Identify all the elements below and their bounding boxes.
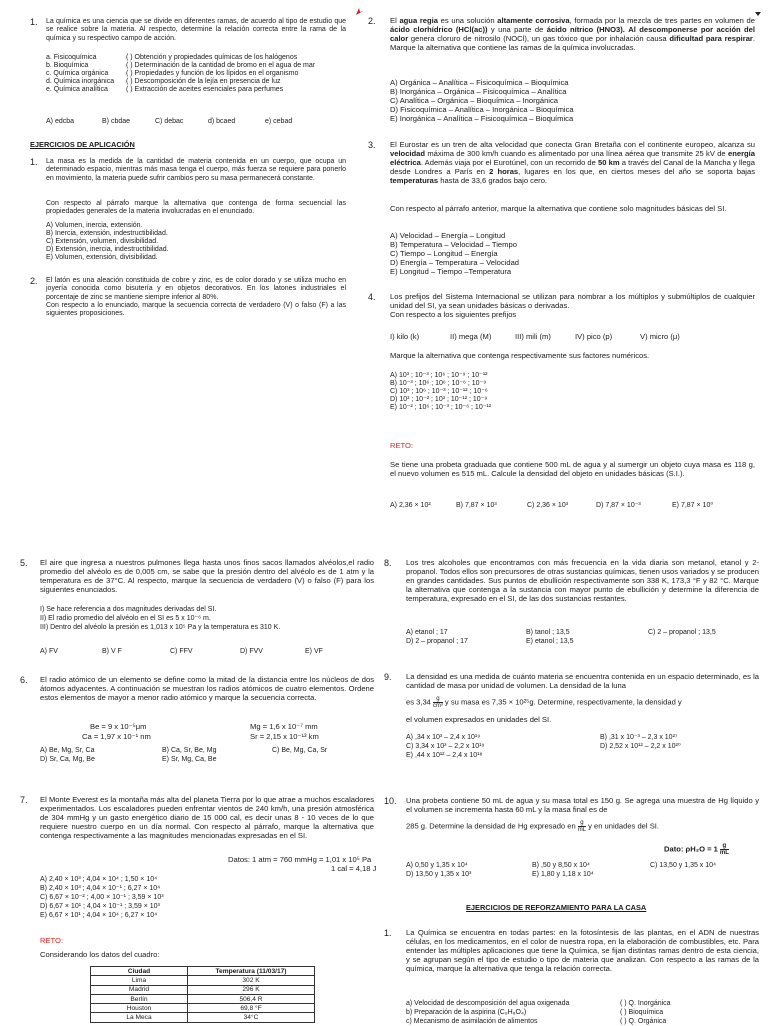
statement: II) El radio promedio del alvéolo en el SI es 5 x 10⁻⁶ m. <box>40 615 211 622</box>
question-number: 2. <box>368 16 376 26</box>
body-text: . Marque la alternativa que contiene las ramas de la química involucradas. <box>390 34 755 53</box>
list-item: c. Química orgánica <box>46 70 109 77</box>
option-a[interactable]: A) ,34 x 10³ – 2,4 x 10¹⁹ <box>406 734 481 741</box>
option-c[interactable]: C) Be, Mg, Ca, Sr <box>272 747 328 754</box>
question-text <box>390 16 755 52</box>
question-number: 1. <box>384 928 392 938</box>
fraction-top: g <box>720 843 729 850</box>
emphasis-text: dificultad para respirar <box>669 34 753 44</box>
option-e[interactable]: E) ,44 x 10¹² – 2,4 x 10¹⁸ <box>406 752 483 759</box>
option-a[interactable]: A) etanol ; 17 <box>406 629 448 636</box>
option-a[interactable]: A) Velocidad – Energía – Longitud <box>390 231 506 240</box>
option-a[interactable]: A) 10³ ; 10⁻³ ; 10⁶ ; 10⁻⁹ ; 10⁻¹² <box>390 372 488 379</box>
question-text: El aire que ingresa a nuestros pulmones llega hasta unos finos sacos llamados alvéolos,el radio promedio del alvéolo es de 0,005 cm, se sabe que la presión dentro del alvéolo es de 1 atm y la temperatura es de 37°C. Al respecto, marque la secuencia de verdadero (V) o falso (F) para los siguientes enunciados. <box>40 558 374 595</box>
radius-value: Be = 9 x 10⁻⁵μm <box>90 722 147 731</box>
option-c[interactable]: C) 2 – propanol ; 13,5 <box>648 629 716 636</box>
table-row <box>91 994 315 1003</box>
question-text: La masa es la medida de la cantidad de materia contenida en un cuerpo, que ocupa un determinado espacio, mientras más masa tenga el cuerpo, más fuerza se requiere para ponerlo en movimiento, la materia puede sufrir cambios pero su masa permanecerá constante. <box>46 158 346 182</box>
option-b[interactable]: B) Temperatura – Velocidad – Tiempo <box>390 240 517 249</box>
option-d[interactable]: D) 13,50 y 1,35 x 10³ <box>406 871 472 878</box>
body-text: máxima de 300 km/h cuando es alimentado por una línea aérea que transmite 25 kV de <box>425 149 728 159</box>
question-number: 3. <box>368 140 376 150</box>
match-item: ( ) Q. Inorgánica <box>620 1000 671 1007</box>
option-c[interactable]: C) 6,67 × 10⁻² ; 4,00 × 10⁻¹ ; 3,59 × 10³ <box>40 894 164 901</box>
question-prompt: Con respecto al párrafo anterior, marque la alternativa que contiene solo magnitudes básicas del SI. <box>390 204 727 213</box>
option-b[interactable]: B) V F <box>102 648 122 655</box>
table-cell: 302 K <box>188 976 315 985</box>
emphasis-text: 2 horas <box>489 167 519 177</box>
list-item: a. Fisicoquímica <box>46 54 97 61</box>
body-text: y una parte de <box>487 25 547 35</box>
section-title-applied: EJERCICIOS DE APLICACIÓN <box>30 140 135 149</box>
fraction-bottom: mL <box>719 850 729 856</box>
option-e[interactable]: E) 10⁻² ; 10⁶ ; 10⁻³ ; 10⁻⁶ ; 10⁻¹² <box>390 404 492 411</box>
option-e[interactable]: E) 1,80 y 1,18 x 10⁴ <box>532 871 594 878</box>
table-cell: La Meca <box>91 1013 188 1022</box>
list-item: d. Química inorgánica <box>46 78 115 85</box>
table-row <box>91 985 315 994</box>
option-e[interactable]: E) Inorgánica – Analítica – Fisicoquímica – Bioquímica <box>390 114 574 123</box>
list-item: b) Preparación de la aspirina (C₉H₈O₄) <box>406 1009 527 1016</box>
fraction-bottom: cm³ <box>432 703 443 709</box>
option-b[interactable]: B) Inorgánica – Orgánica – Fisicoquímica – Analítica <box>390 87 567 96</box>
emphasis-text: 50 km <box>598 158 620 168</box>
list-item: c) Mecanismo de asimilación de alimentos <box>406 1018 538 1025</box>
option-d[interactable]: D) Energía – Temperatura – Velocidad <box>390 258 520 267</box>
option-a[interactable]: A) Orgánica – Analítica – Fisicoquímica – Bioquímica <box>390 78 569 87</box>
data-line: 1 cal = 4,18 J <box>331 864 377 873</box>
density-text-a: 285 g. Determine la densidad de Hg expresado en <box>406 821 576 831</box>
emphasis-text: agua regia <box>399 16 438 25</box>
list-item: e. Química analítica <box>46 86 108 93</box>
reto-option-c[interactable]: C) 2,36 × 10³ <box>527 502 569 509</box>
option-d[interactable]: D) 10³ ; 10⁻² ; 10³ ; 10⁻¹² ; 10⁻⁹ <box>390 396 488 403</box>
question-number: 9. <box>384 672 392 682</box>
radius-value: Sr = 2,15 x 10⁻¹³ km <box>250 732 319 741</box>
option-e[interactable]: E) Longitud – Tiempo –Temperatura <box>390 267 512 276</box>
question-sub: Con respecto a los siguientes prefijos <box>390 310 517 319</box>
option-e[interactable]: E) Sr, Mg, Ca, Be <box>162 756 217 763</box>
section-title-home: EJERCICIOS DE REFORZAMIENTO PARA LA CASA <box>466 903 647 912</box>
radius-value: Mg = 1,6 x 10⁻⁷ mm <box>250 722 318 731</box>
density-line <box>406 820 659 833</box>
table-row <box>91 976 315 985</box>
body-text: . Además viaja por el Eurotúnel, con un recorrido de <box>420 158 599 168</box>
emphasis-text: velocidad <box>390 149 426 159</box>
option-d[interactable]: D) 2 – propanol ; 17 <box>406 638 468 645</box>
table-cell: Madrid <box>91 985 188 994</box>
table-cell: 69,8 °F <box>188 1004 315 1013</box>
prefix-item: III) mili (m) <box>515 332 551 341</box>
question-text: La densidad es una medida de cuánto materia se encuentra contenida en un espacio determinado, es la cantidad de masa por unidad de volumen. La densidad de la luna <box>406 672 759 691</box>
option-e[interactable]: E) VF <box>305 648 323 655</box>
arrow-mark-icon <box>755 12 761 16</box>
option-a[interactable]: A) edcba <box>46 118 75 125</box>
table-row <box>91 1013 315 1022</box>
emphasis-text: ácido nítrico (HNO3). <box>546 25 625 35</box>
question-text: Los prefijos del Sistema Internacional se utilizan para nombrar a los múltiplos y submúltiplos de cualquier unidad del SI, ya sean unidades básicas o derivadas. <box>390 292 755 311</box>
density-text-b: y en unidades del SI. <box>588 821 659 831</box>
data-line: Datos: 1 atm = 760 mmHg = 1,01 x 10⁵ Pa <box>228 855 372 864</box>
fraction-top: g <box>578 820 586 827</box>
statement: I) Se hace referencia a dos magnitudes derivadas del SI. <box>40 606 217 613</box>
reto-option-a[interactable]: A) 2,36 × 10² <box>390 502 431 509</box>
question-number: 7. <box>20 795 28 805</box>
question-text-line: el volumen expresados en unidades del SI. <box>406 715 552 724</box>
option-d[interactable]: D) Fisicoquímica – Analítica – Inorgánica – Bioquímica <box>390 105 574 114</box>
question-number: 5. <box>20 558 28 568</box>
option-c[interactable]: C) 13,50 y 1,35 x 10⁴ <box>650 862 717 869</box>
emphasis-text: energía eléctrica <box>390 149 755 168</box>
emphasis-text: Al descomponerse por acción del calor <box>390 25 755 44</box>
question-prompt: Con respecto al párrafo marque la alternativa que contenga de forma secuencial las propiedades generales de la materia involucradas en el enunciado. <box>46 200 346 216</box>
option-b[interactable]: B) cbdae <box>102 118 131 125</box>
table-cell: 34°C <box>188 1013 315 1022</box>
body-text: genera cloruro de nitrosilo (NOCl), un gas tóxico que por inhalación causa <box>408 34 670 44</box>
emphasis-text: temperaturas <box>390 176 439 186</box>
question-number: 1. <box>30 157 38 167</box>
temperature-table <box>90 966 315 1023</box>
option-a[interactable]: A) 2,40 × 10³ ; 4,04 × 10⁴ ; 1,50 × 10⁴ <box>40 876 158 883</box>
option-c[interactable]: C) debac <box>155 118 184 125</box>
option-d[interactable]: D) FVV <box>240 648 263 655</box>
reto-label: RETO: <box>390 441 414 450</box>
option-d[interactable]: d) bcaed <box>208 118 236 125</box>
question-text: La Química se encuentra en todas partes: en la fotosíntesis de las plantas, en el ADN de nuestras células, en los medicamentos, en el color de nuestra ropa, en la elaboración de combustibles, etc. Para entender las múltiples aplicaciones que tiene la Química, se fijan distintas ramas dentro de esta ciencia, y se agrupan según el tipo de estudio o tipo de materia que analizan. Con respecto a las ramas de la química, marque la alternativa que tenga la relación correcta. <box>406 928 759 974</box>
table-cell: Houston <box>91 1004 188 1013</box>
question-number: 1. <box>30 17 38 27</box>
option-b[interactable]: B) Ca, Sr, Be, Mg <box>162 747 217 754</box>
question-prompt: Marque la alternativa que contenga respectivamente sus factores numéricos. <box>390 351 650 360</box>
list-item: a) Velocidad de descomposición del agua oxigenada <box>406 1000 570 1007</box>
fraction-top: g <box>433 696 443 703</box>
question-prompt: Con respecto a lo enunciado, marque la secuencia correcta de verdadero (V) o falso (F) a las siguientes proposiciones. <box>46 302 346 318</box>
question-number: 8. <box>384 558 392 568</box>
reto-option-e[interactable]: E) 7,87 × 10⁰ <box>672 502 714 509</box>
prefix-item: IV) pico (p) <box>575 332 613 341</box>
question-number: 4. <box>368 292 376 302</box>
option-b[interactable]: B) ,31 x 10⁻³ – 2,3 x 10²⁷ <box>600 734 678 741</box>
option-c[interactable]: C) 3,34 x 10³ – 2,2 x 10¹⁹ <box>406 743 485 750</box>
density-unit-fraction <box>578 820 586 833</box>
table-cell: 506,4 R <box>188 994 315 1003</box>
prefix-item: V) micro (μ) <box>640 332 680 341</box>
body-text: , formada por la mezcla de tres partes en volumen de <box>569 16 755 25</box>
question-text: Los tres alcoholes que encontramos con más frecuencia en la vida diaria son metanol, etanol y 2-propanol. Todos ellos son precursores de otras sustancias químicas, tienen usos variados y se producen en grandes cantidades. Sus puntos de ebullición respectivamente son 338 K, 173,3 °F y 82 °C. Marque la alternativa que contenga a la sustancia con mayor punto de ebullición y determine la diferencia de temperatura, expresado en el SI, de las dos sustancias restantes. <box>406 558 759 604</box>
question-text: La química es una ciencia que se divide en diferentes ramas, de acuerdo al tipo de estudio que se realice sobre la materia. Al respecto, determine la relación correcta entre la rama de la química y su respectivo campo de acción. <box>46 18 346 42</box>
table-cell: Berlín <box>91 994 188 1003</box>
density-unit-fraction <box>433 696 443 709</box>
body-text: hasta de 33,6 grados bajo cero. <box>438 176 548 186</box>
option-a[interactable]: A) 0,50 y 1,35 x 10⁴ <box>406 862 468 869</box>
fraction-bottom: mL <box>577 827 587 833</box>
match-item: ( ) Extracción de aceites esenciales para perfumes <box>126 86 284 93</box>
table-header: Temperatura (11/03/17) <box>188 967 315 976</box>
option-e[interactable]: e) cebad <box>265 118 293 125</box>
emphasis-text: altamente corrosiva <box>497 16 570 25</box>
option-a[interactable]: A) FV <box>40 648 58 655</box>
list-item: b. Bioquímica <box>46 62 89 69</box>
question-number: 10. <box>384 796 397 806</box>
statement: III) Dentro del alvéolo la presión es 1,013 x 10⁵ Pa y la temperatura es 310 K. <box>40 624 281 631</box>
reto-option-b[interactable]: B) 7,87 × 10³ <box>456 502 497 509</box>
match-item: ( ) Determinación de la cantidad de bromo en el agua de mar <box>126 62 316 69</box>
emphasis-text: ácido clorhídrico (HCl(ac)) <box>390 25 488 35</box>
match-item: ( ) Q. Orgánica <box>620 1018 667 1025</box>
table-header: Ciudad <box>91 967 188 976</box>
question-text: El Monte Everest es la montaña más alta del planeta Tierra por lo que atrae a muchos escaladores experimentados. Los escaladores pueden enfrentar vientos de 240 km/h, una presión atmosférica de 304 mmHg y un gasto energético diario de 15 000 cal, es decir unas 8 - 10 veces de lo que requiere nuestro cuerpo en un día normal. Con respecto al párrafo, marque la alternativa que contenga respectivamente a las magnitudes mencionadas expresadas en el SI. <box>40 795 374 841</box>
reto-text: Considerando los datos del cuadro: <box>40 950 160 959</box>
density-line <box>406 696 682 709</box>
option-c[interactable]: C) Analítica – Orgánica – Bioquímica – Inorgánica <box>390 96 558 105</box>
match-item: ( ) Descomposición de la lejía en presencia de luz <box>126 78 281 85</box>
question-text <box>390 140 755 185</box>
radius-value: Ca = 1,97 x 10⁻¹ nm <box>82 732 151 741</box>
match-item: ( ) Obtención y propiedades químicas de los halógenos <box>126 54 298 61</box>
match-item: ( ) Propiedades y función de los lípidos en el organismo <box>126 70 299 77</box>
question-text: El radio atómico de un elemento se define como la mitad de la distancia entre los núcleos de dos átomos adyacentes. A continuación se muestran los radios atómicos de cuatro elementos. Ordene estos elementos de mayor a menor radio atómico y marque la secuencia correcta. <box>40 675 374 703</box>
prefix-item: II) mega (M) <box>450 332 492 341</box>
option-d[interactable]: D) Sr, Ca, Mg, Be <box>40 756 95 763</box>
reto-option-d[interactable]: D) 7,87 × 10⁻³ <box>596 502 641 509</box>
table-row <box>91 1004 315 1013</box>
table-cell: 296 K <box>188 985 315 994</box>
option-b[interactable]: B) 10⁻³ ; 10⁶ ; 10⁶ ; 10⁻⁶ ; 10⁻⁹ <box>390 380 487 387</box>
body-text: a través del Canal de la Mancha y llega desde Londres a París en <box>390 158 755 177</box>
cursor-mark-icon <box>355 7 364 16</box>
option-c[interactable]: C) Tiempo – Longitud – Energía <box>390 249 498 258</box>
option-e[interactable]: E) 6,67 × 10¹ ; 4,04 × 10⁴ ; 6,27 × 10⁴ <box>40 912 158 919</box>
option-b[interactable]: B) tanol ; 13,5 <box>526 629 570 636</box>
prefix-item: I) kilo (k) <box>390 332 420 341</box>
option-e[interactable]: E) etanol ; 13,5 <box>526 638 574 645</box>
option-e[interactable]: E) Volumen, extensión, divisibilidad. <box>46 254 158 261</box>
question-text: El latón es una aleación constituida de cobre y zinc, es de color dorado y se utiliza mucho en joyería conocida como bisutería y en objetos decorativos. En los latones industriales el porcentaje de zinc se mantiene siempre inferior al 80%. <box>46 277 346 301</box>
dato-line <box>664 843 731 856</box>
option-b[interactable]: B) 2,40 × 10³ ; 4,04 × 10⁻¹ ; 6,27 × 10⁴ <box>40 885 161 892</box>
body-text: El <box>390 16 400 25</box>
option-c[interactable]: C) Extensión, volumen, divisibilidad. <box>46 238 159 245</box>
body-text: , lugares en los que, en ciertos meses del año se soporta bajas <box>518 167 756 177</box>
option-c[interactable]: C) FFV <box>170 648 193 655</box>
reto-label: RETO: <box>40 936 64 945</box>
body-text: es una solución <box>437 16 498 25</box>
question-number: 2. <box>30 276 38 286</box>
option-a[interactable]: A) Volumen, inercia, extensión. <box>46 222 143 229</box>
dato-unit-fraction <box>720 843 729 856</box>
density-text-b: y su masa es 7,35 × 10²⁵g. Determine, respectivamente, la densidad y <box>444 697 682 707</box>
option-a[interactable]: A) Be, Mg, Sr, Ca <box>40 747 95 754</box>
option-b[interactable]: B) Inercia, extensión, indestructibilidad. <box>46 230 168 237</box>
question-number: 6. <box>20 675 28 685</box>
density-text-a: es 3,34 <box>406 697 431 707</box>
option-d[interactable]: D) 6,67 × 10¹ ; 4,04 × 10⁻¹ ; 3,59 × 10³ <box>40 903 160 910</box>
reto-text: Se tiene una probeta graduada que contiene 500 mL de agua y al sumergir un objeto cuya masa es 118 g, el nuevo volumen es 515 mL. Calcule la densidad del objeto en unidades básicas (S.I.). <box>390 460 755 479</box>
body-text: El Eurostar es un tren de alta velocidad que conecta Gran Bretaña con el continente europeo, alcanza su <box>390 140 755 149</box>
match-item: ( ) Bioquímica <box>620 1009 664 1016</box>
option-b[interactable]: B) ,50 y 8,50 x 10⁴ <box>532 862 590 869</box>
option-c[interactable]: C) 10³ ; 10⁶ ; 10⁻³ ; 10⁻¹² ; 10⁻⁶ <box>390 388 488 395</box>
question-text: Una probeta contiene 50 mL de agua y su masa total es 150 g. Se agrega una muestra de Hg líquido y el volumen se incrementa hasta 60 mL y la masa final es de <box>406 796 759 815</box>
dato-label: Dato: ρH₂O = 1 <box>664 844 718 854</box>
option-d[interactable]: D) Extensión, inercia, indestructibilidad. <box>46 246 169 253</box>
option-d[interactable]: D) 2,52 x 10¹² – 2,2 x 10²⁰ <box>600 743 681 750</box>
table-cell: Lima <box>91 976 188 985</box>
